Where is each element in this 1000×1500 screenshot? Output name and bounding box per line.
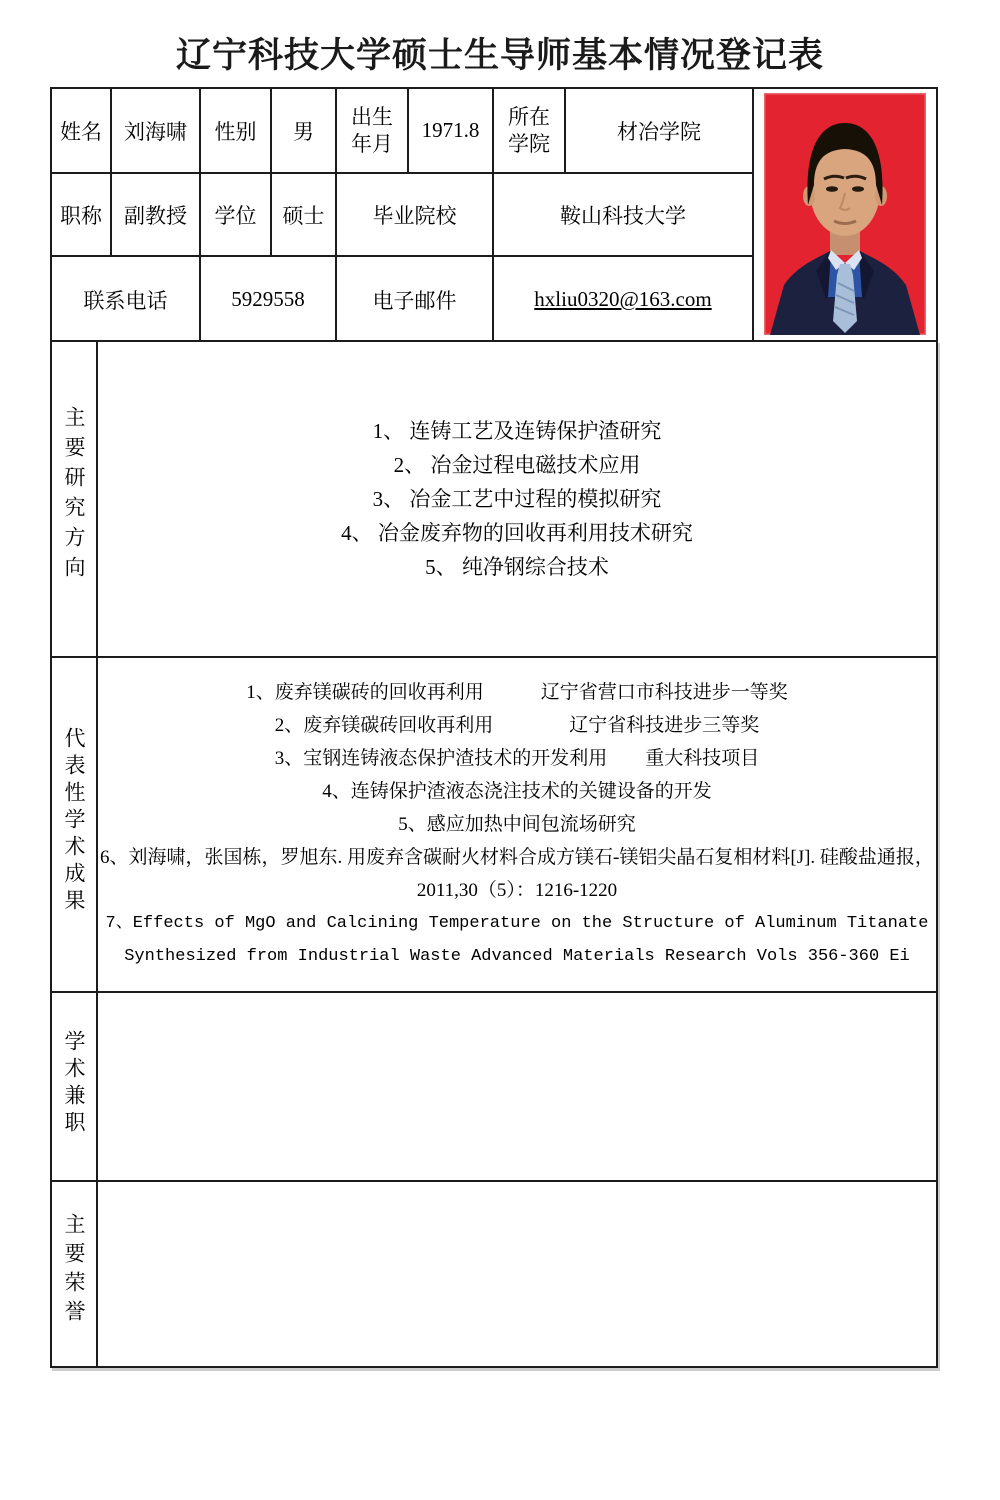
achievement-item: 3、宝钢连铸液态保护渣技术的开发利用 重大科技项目 — [274, 748, 760, 769]
honors-section-label-cell — [51, 1181, 97, 1367]
research-item: 3、 冶金工艺中过程的模拟研究 — [372, 487, 662, 511]
phone-label: 联系电话 — [51, 256, 200, 343]
birth-value: 1971.8 — [408, 88, 493, 173]
degree-value: 硕士 — [271, 173, 336, 256]
achievement-item: 4、连铸保护渣液态浇注技术的关键设备的开发 — [322, 781, 712, 802]
sections-table — [50, 340, 938, 1368]
email-link[interactable]: hxliu0320@163.com — [534, 287, 712, 311]
honors-content-cell — [97, 1181, 937, 1367]
school-label: 毕业院校 — [336, 173, 493, 256]
college-value: 材冶学院 — [565, 88, 753, 173]
research-item: 5、 纯净钢综合技术 — [425, 555, 609, 579]
positions-section-label: 学术兼职 — [62, 1029, 86, 1138]
research-section-label-cell — [51, 341, 97, 657]
prof-title-label: 职称 — [51, 173, 111, 256]
positions-section-label-cell — [51, 992, 97, 1181]
achievement-item: 5、感应加热中间包流场研究 — [398, 814, 636, 835]
degree-label: 学位 — [200, 173, 271, 256]
achievement-item: 2、废弃镁碳砖回收再利用 辽宁省科技进步三等奖 — [274, 715, 760, 736]
school-value: 鞍山科技大学 — [493, 173, 753, 256]
email-cell — [493, 256, 753, 343]
gender-value: 男 — [271, 88, 336, 173]
positions-content-cell — [97, 992, 937, 1181]
research-item: 2、 冶金过程电磁技术应用 — [393, 453, 641, 477]
email-label: 电子邮件 — [336, 256, 493, 343]
achievement-item: 1、废弃镁碳砖的回收再利用 辽宁省营口市科技进步一等奖 — [246, 682, 788, 703]
achievements-section-label: 代表性学术成果 — [62, 727, 86, 916]
achievement-item: 6、刘海啸，张国栋，罗旭东. 用废弃含碳耐火材料合成方镁石-镁铝尖晶石复相材料[J]. 硅酸盐通报，2011,30（5）：1216-1220 — [100, 847, 934, 901]
name-value: 刘海啸 — [111, 88, 200, 173]
achievement-item: 7、Effects of MgO and Calcining Temperature on the Structure of Aluminum Titanate Synthesized from Industrial Waste Advanced Materials Research Vols 356-360 Ei — [105, 914, 929, 966]
name-label: 姓名 — [51, 88, 111, 173]
phone-value: 5929558 — [200, 256, 336, 343]
honors-section-label: 主要荣誉 — [62, 1213, 86, 1329]
portrait-photo — [764, 93, 926, 335]
gender-label: 性别 — [200, 88, 271, 173]
page-title: 辽宁科技大学硕士生导师基本情况登记表 — [175, 36, 824, 75]
photo-cell — [753, 88, 937, 343]
prof-title-value: 副教授 — [111, 173, 200, 256]
birth-label: 出生年月 — [336, 88, 408, 173]
achievements-content-cell — [97, 657, 937, 992]
college-label: 所在学院 — [493, 88, 565, 173]
research-item: 4、 冶金废弃物的回收再利用技术研究 — [341, 521, 693, 545]
achievements-section-label-cell — [51, 657, 97, 992]
research-item: 1、 连铸工艺及连铸保护渣研究 — [372, 419, 662, 443]
research-section-label: 主要研究方向 — [62, 406, 86, 586]
basic-info-table — [50, 87, 938, 344]
research-content-cell — [97, 341, 937, 657]
